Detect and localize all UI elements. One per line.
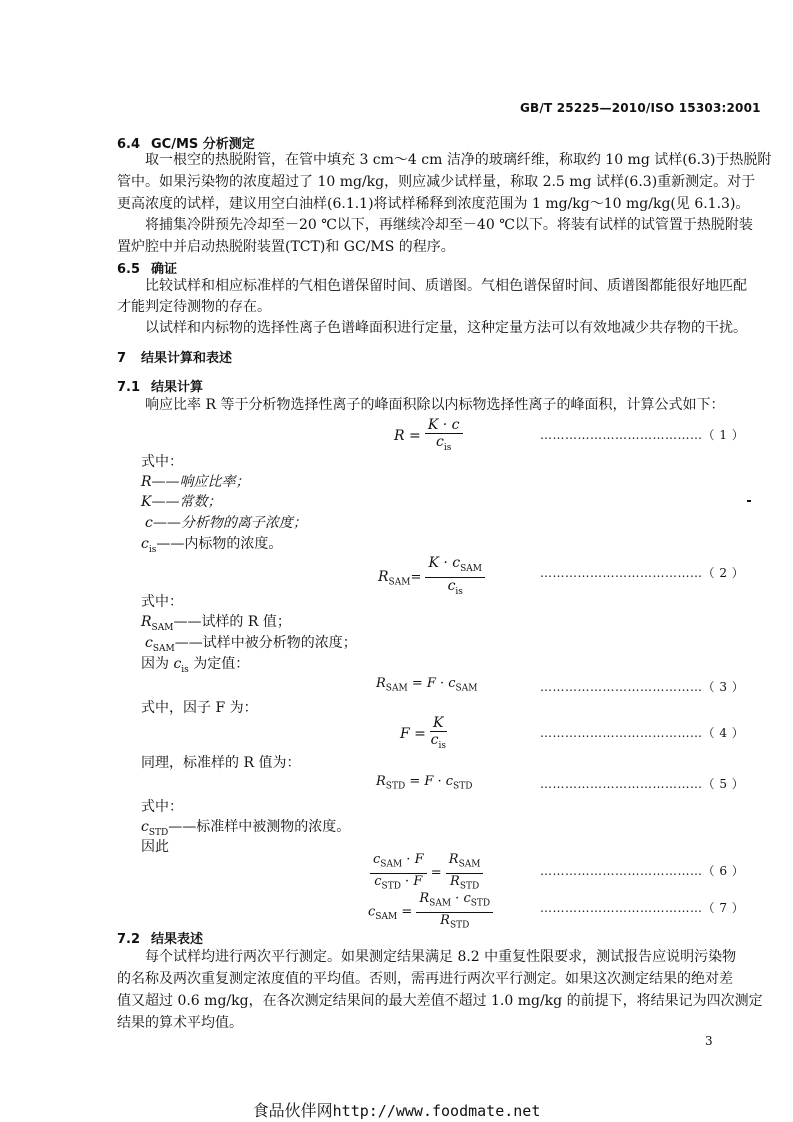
paragraph-line: 置炉腔中并启动热脱附装置(TCT)和 GC/MS 的程序。 — [117, 239, 455, 255]
section-title: GC/MS 分析测定 — [151, 137, 255, 152]
equation-ref: （ 6 ） — [702, 864, 745, 878]
section-number: 7.1 — [117, 380, 141, 395]
standard-number: GB/T 25225—2010/ISO 15303:2001 — [520, 101, 761, 115]
footer-site-name: 食品伙伴网 — [252, 1101, 333, 1120]
equation-ref: （ 1 ） — [702, 428, 745, 442]
numerator: $c_{SAM} \cdot F$ — [370, 852, 427, 874]
denominator: $c_{STD} \cdot F$ — [374, 873, 423, 892]
fraction — [425, 417, 463, 456]
because-line: 因为 $c_{is}$ 为定值： — [141, 656, 250, 675]
definition-c: c——分析物的离子浓度； — [145, 515, 307, 531]
definition-cis: $c_{is}——$内标物的浓度。 — [141, 536, 283, 555]
section-number: 6.5 — [117, 262, 141, 277]
definition-R: R——响应比率； — [141, 474, 250, 490]
section-title: 确证 — [151, 262, 178, 277]
denominator: $c_{is}$ — [436, 434, 452, 453]
paragraph-line: 取一根空的热脱附管，在管中填充 3 cm～4 cm 洁净的玻璃纤维，称取约 10 mg 试样(6.3)于热脱附 — [145, 152, 772, 168]
equation-6: $\frac{c_{SAM} \cdot F}{c_{STD} \cdot F}$ = $\frac{R_{SAM}}{R_{STD}}$ — [370, 852, 483, 894]
paragraph-line: 的名称及两次重复测定浓度值的平均值。否则，需再进行两次平行测定。如果这次测定结果的绝对差 — [117, 971, 733, 987]
leader-dots: …………………………………（ 3 ） — [540, 680, 745, 694]
denominator: $c_{is}$ — [430, 732, 446, 751]
section-6-5-heading — [117, 258, 177, 277]
equation-5: $R_{STD} = F \cdot c_{STD}$ — [376, 774, 473, 792]
equation-7: $c_{SAM}$ = $\frac{R_{SAM} \cdot c_{STD}}{R_{STD}}$ — [368, 891, 493, 933]
equation-2: $R_{SAM}=$ $\frac{K \cdot c_{SAM}}{c_{is}}$ — [378, 555, 485, 600]
paragraph-line: 比较试样和相应标准样的气相色谱保留时间、质谱图。气相色谱保留时间、质谱图都能很好地匹配 — [145, 278, 747, 294]
paragraph-line: 响应比率 R 等于分析物选择性离子的峰面积除以内标物选择性离子的峰面积，计算公式如下： — [145, 397, 725, 413]
section-7-2-heading — [117, 928, 203, 947]
section-7-heading — [117, 347, 232, 366]
section-title: 结果计算 — [151, 380, 204, 395]
fraction — [446, 852, 484, 894]
fraction — [370, 852, 427, 894]
definition-cSAM: $c_{SAM}——$试样中被分析物的浓度； — [145, 635, 357, 654]
factor-line: 式中，因子 F 为： — [141, 700, 258, 716]
leader-dots: …………………………………（ 2 ） — [540, 566, 745, 580]
leader-dots: …………………………………（ 5 ） — [540, 777, 745, 791]
paragraph-line: 以试样和内标物的选择性离子色谱峰面积进行定量，这种定量方法可以有效地减少共存物的干扰。 — [145, 320, 747, 336]
where-label: 式中： — [141, 799, 183, 815]
numerator: K — [430, 715, 446, 732]
equation-4: F = $\frac{K}{c_{is}}$ — [400, 715, 447, 754]
numerator: K · c — [425, 417, 463, 434]
similarly-line: 同理，标准样的 R 值为： — [141, 755, 301, 771]
where-label: 式中： — [141, 454, 183, 470]
leader-dots: …………………………………（ 7 ） — [540, 901, 745, 915]
fraction — [430, 715, 446, 754]
section-number: 6.4 — [117, 137, 141, 152]
equation-ref: （ 4 ） — [702, 726, 745, 740]
equation-3: $R_{SAM} = F \cdot c_{SAM}$ — [376, 676, 478, 694]
numerator: $R_{SAM}$ — [446, 852, 484, 874]
definition-K: K——常数； — [141, 494, 222, 510]
paragraph-line: 更高浓度的试样，建议用空白油样(6.1.1)将试样稀释到浓度范围为 1 mg/kg～10 mg/kg(见 6.1.3)。 — [117, 196, 750, 212]
where-label: 式中： — [141, 594, 183, 610]
therefore-line: 因此 — [141, 839, 169, 855]
section-title: 结果表述 — [151, 932, 204, 947]
eq-lhs: R = — [394, 427, 421, 444]
denominator: $c_{is}$ — [447, 577, 463, 597]
paragraph-line: 值又超过 0.6 mg/kg，在各次测定结果间的最大差值不超过 1.0 mg/kg 的前提下，将结果记为四次测定 — [117, 993, 763, 1009]
section-title: 结果计算和表述 — [141, 351, 233, 366]
equation-1 — [394, 417, 463, 456]
equation-ref: （ 7 ） — [702, 901, 745, 915]
denominator: $R_{STD}$ — [450, 873, 480, 892]
leader-dots: …………………………………（ 4 ） — [540, 726, 745, 740]
leader-dots: …………………………………（ 6 ） — [540, 864, 745, 878]
page-number: 3 — [705, 1034, 713, 1048]
definition-cSTD: $c_{STD}——$标准样中被测物的浓度。 — [141, 819, 351, 838]
footer-watermark — [0, 1098, 793, 1121]
definition-RSAM: $R_{SAM}——$试样的 R 值； — [141, 614, 291, 633]
numerator: $R_{SAM} \cdot c_{STD}$ — [416, 891, 493, 913]
paragraph-line: 将捕集冷阱预先冷却至－20 ℃以下，再继续冷却至－40 ℃以下。将装有试样的试管置于热脱附装 — [145, 217, 753, 233]
equation-ref: （ 5 ） — [702, 777, 745, 791]
section-number: 7.2 — [117, 932, 141, 947]
section-number: 7 — [117, 351, 127, 366]
leader-dots: …………………………………（ 1 ） — [540, 428, 745, 442]
fraction — [425, 555, 485, 600]
paragraph-line: 才能判定待测物的存在。 — [117, 299, 271, 315]
paragraph-line: 结果的算术平均值。 — [117, 1015, 243, 1031]
equation-ref: （ 3 ） — [702, 680, 745, 694]
margin-mark — [747, 500, 751, 502]
section-7-1-heading — [117, 376, 203, 395]
denominator: $R_{STD}$ — [440, 912, 470, 931]
equation-ref: （ 2 ） — [702, 566, 745, 580]
paragraph-line: 管中。如果污染物的浓度超过了 10 mg/kg，则应减少试样量，称取 2.5 mg 试样(6.3)重新测定。对于 — [117, 174, 756, 190]
footer-url[interactable]: http://www.foodmate.net — [332, 1102, 541, 1120]
numerator: $K \cdot c_{SAM}$ — [425, 555, 485, 578]
fraction — [416, 891, 493, 933]
paragraph-line: 每个试样均进行两次平行测定。如果测定结果满足 8.2 中重复性限要求，测试报告应说明污染物 — [145, 949, 737, 965]
